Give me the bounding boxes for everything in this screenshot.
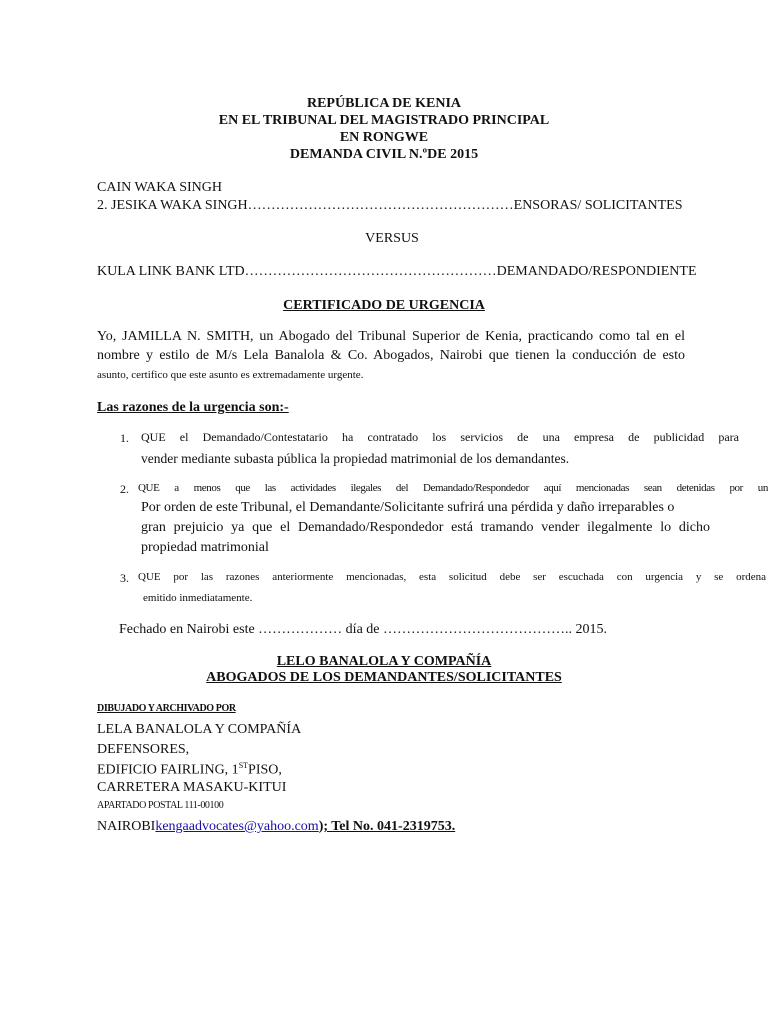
drawn-firm: LELA BANALOLA Y COMPAÑÍA bbox=[97, 722, 302, 737]
header-country: REPÚBLICA DE KENIA bbox=[306, 96, 462, 111]
reason-2-line-4: propiedad matrimonial bbox=[141, 540, 269, 555]
drawn-po-box: APARTADO POSTAL 111-00100 bbox=[97, 800, 224, 811]
reasons-heading: Las razones de la urgencia son:- bbox=[97, 400, 289, 415]
certificate-para-line-2: nombre y estilo de M/s Lela Banalola & Co. Abogados, Nairobi que tienen la conducción de esto bbox=[97, 348, 685, 363]
reason-2-line-3: gran prejuicio ya que el Demandado/Respondedor está tramando vender ilegalmente lo dicho bbox=[141, 520, 710, 535]
contact-tel: ); Tel No. 041-2319753. bbox=[318, 819, 456, 834]
reason-2-line-2: Por orden de este Tribunal, el Demandante/Solicitante sufrirá una pérdida y daño irreparables o bbox=[141, 500, 675, 515]
reason-3-line-2: emitido inmediatamente. bbox=[143, 592, 253, 604]
firm-name: LELO BANALOLA Y COMPAÑÍA bbox=[276, 654, 492, 669]
applicant-1: CAIN WAKA SINGH bbox=[97, 180, 222, 195]
drawn-building bbox=[97, 761, 282, 779]
header-case-number: DEMANDA CIVIL N.ºDE 2015 bbox=[289, 147, 479, 162]
certificate-para-line-1: Yo, JAMILLA N. SMITH, un Abogado del Tribunal Superior de Kenia, practicando como tal en el bbox=[97, 329, 685, 344]
dated-line: Fechado en Nairobi este ……………… día de ………………………………….. 2015. bbox=[119, 622, 607, 637]
floor-label: PISO, bbox=[248, 762, 282, 778]
email-link[interactable]: kengaadvocates@yahoo.com bbox=[155, 819, 319, 834]
drawn-role: DEFENSORES, bbox=[97, 742, 190, 757]
reason-1-number: 1. bbox=[120, 431, 129, 445]
firm-role: ABOGADOS DE LOS DEMANDANTES/SOLICITANTES bbox=[206, 670, 562, 685]
header-location: EN RONGWE bbox=[339, 130, 429, 145]
certificate-title: CERTIFICADO DE URGENCIA bbox=[283, 298, 485, 313]
header-court: EN EL TRIBUNAL DEL MAGISTRADO PRINCIPAL bbox=[218, 113, 550, 128]
drawn-road: CARRETERA MASAKU-KITUI bbox=[97, 780, 287, 795]
versus-label: VERSUS bbox=[365, 231, 419, 246]
respondent: KULA LINK BANK LTD………………………………………………DEMANDADO/RESPONDIENTE bbox=[97, 264, 697, 279]
floor-ordinal: ST bbox=[238, 761, 249, 770]
applicant-2: 2. JESIKA WAKA SINGH…………………………………………………ENSORAS/ SOLICITANTES bbox=[97, 198, 683, 213]
reason-3-number: 3. bbox=[120, 571, 129, 585]
certificate-para-line-3: asunto, certifico que este asunto es extremadamente urgente. bbox=[97, 369, 364, 381]
drawn-filed-label: DIBUJADO Y ARCHIVADO POR bbox=[97, 703, 236, 714]
reason-3-line-1: QUE por las razones anteriormente mencionadas, esta solicitud debe ser escuchada con urgencia y se ordena bbox=[138, 571, 766, 583]
reason-1-line-1: QUE el Demandado/Contestatario ha contratado los servicios de una empresa de publicidad para bbox=[141, 430, 739, 444]
building-name: EDIFICIO FAIRLING, 1 bbox=[97, 762, 239, 778]
reason-2-line-1: QUE a menos que las actividades ilegales del Demandado/Respondedor aquí mencionadas sean detenidas por un bbox=[138, 482, 768, 494]
reason-2-number: 2. bbox=[120, 482, 129, 496]
contact-city: NAIROBI bbox=[97, 819, 156, 834]
reason-1-line-2: vender mediante subasta pública la propiedad matrimonial de los demandantes. bbox=[141, 451, 570, 466]
drawn-contact bbox=[97, 819, 455, 835]
